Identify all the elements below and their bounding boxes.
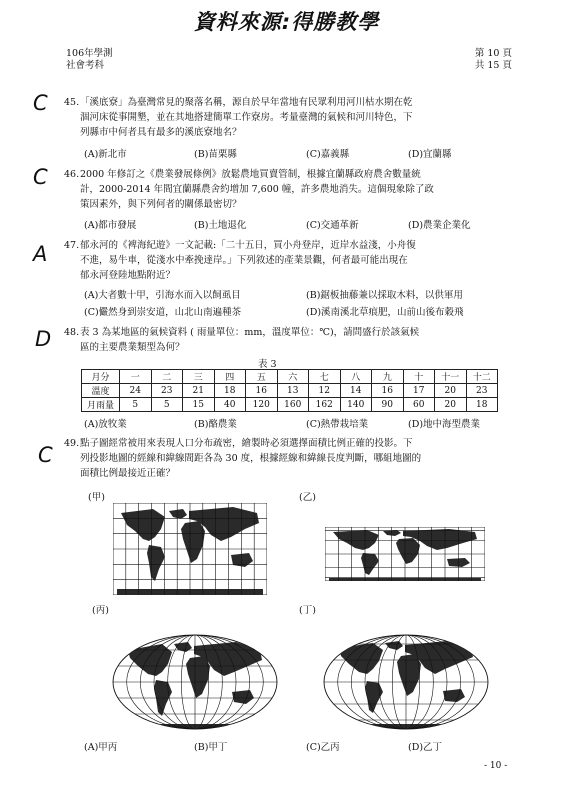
question-line: 點子圖經常被用來表現人口分布疏密，繪製時必須選擇面積比例正確的投影。下 <box>80 438 413 449</box>
handwritten-answer-46: C <box>33 165 48 189</box>
source-banner: 資料來源:得勝教學 <box>193 10 380 34</box>
question-47 <box>64 238 532 283</box>
page-indicator: 第 10 頁 <box>474 48 512 59</box>
question-48 <box>64 325 532 355</box>
question-line: 郁永河的《裨海紀遊》一文記載:「二十五日，買小舟登岸，近岸水益淺，小舟復 <box>80 240 416 251</box>
option-b[interactable]: (B)苗栗縣 <box>194 149 237 160</box>
question-line: 計，2000-2014 年間宜蘭縣農舍約增加 7,600 幢，許多農地消失。這個現象除了政 <box>80 184 434 195</box>
question-number: 45. <box>64 97 80 108</box>
question-46 <box>64 167 532 212</box>
question-number: 48. <box>64 327 80 338</box>
table-cell: 八 <box>340 370 372 384</box>
map-label-jia: (甲) <box>88 492 105 503</box>
handwritten-answer-45: C <box>33 91 48 115</box>
option-c[interactable]: (C)乙丙 <box>306 742 340 753</box>
table-cell: 23 <box>151 384 183 398</box>
options-46 <box>84 219 524 233</box>
table-cell: 5 <box>120 398 152 412</box>
table-cell: 六 <box>277 370 309 384</box>
table-row <box>82 384 498 398</box>
table-cell: 5 <box>151 398 183 412</box>
table-cell: 17 <box>403 384 435 398</box>
world-map-jia <box>113 503 267 595</box>
handwritten-answer-48: D <box>35 327 52 351</box>
option-d[interactable]: (D)溪南溪北草痕肥，山前山後布穀飛 <box>306 307 464 318</box>
climate-table <box>81 369 498 412</box>
option-a[interactable]: (A)放牧業 <box>84 419 127 430</box>
option-c[interactable]: (C)熱帶栽培業 <box>306 419 369 430</box>
table-cell: 十二 <box>466 370 498 384</box>
question-line: 郁永河登陸地點附近？ <box>80 270 176 281</box>
table-cell: 四 <box>214 370 246 384</box>
table-cell: 40 <box>214 398 246 412</box>
option-a[interactable]: (A)甲丙 <box>84 742 118 753</box>
question-number: 46. <box>64 169 80 180</box>
question-line: 列投影地圖的經線和緯線間距各為 30 度，根據經線和緯線長度判斷，哪組地圖的 <box>80 453 422 464</box>
table-cell: 12 <box>309 384 341 398</box>
table-header-row <box>82 370 498 384</box>
option-c[interactable]: (C)交通革新 <box>306 220 359 231</box>
exam-subject: 社會考科 <box>66 60 105 71</box>
table-cell: 140 <box>340 398 372 412</box>
table-cell: 18 <box>466 398 498 412</box>
option-b[interactable]: (B)鋸板抽藤兼以採取木料，以供軍用 <box>306 290 463 301</box>
question-number: 47. <box>64 240 80 251</box>
table-cell: 120 <box>246 398 278 412</box>
table-cell: 二 <box>151 370 183 384</box>
header-left <box>66 48 113 72</box>
page-number: - 10 - <box>484 761 508 771</box>
table-cell: 月分 <box>82 370 120 384</box>
options-45 <box>84 148 524 162</box>
question-line: 2000 年修訂之《農業發展條例》放鬆農地買賣管制，根據宜蘭縣政府農舍數量統 <box>80 169 421 180</box>
table-cell: 一 <box>120 370 152 384</box>
option-c[interactable]: (C)儼然身到崇安道，山北山南遍種茶 <box>84 307 242 318</box>
table-cell: 十 <box>403 370 435 384</box>
header-right <box>466 48 512 72</box>
map-label-bing: (丙) <box>92 605 109 616</box>
exam-year: 106年學測 <box>66 48 113 59</box>
table-cell: 溫度 <box>82 384 120 398</box>
table-cell: 20 <box>435 398 467 412</box>
option-d[interactable]: (D)乙丁 <box>408 742 443 753</box>
option-a[interactable]: (A)新北市 <box>84 149 127 160</box>
table-cell: 九 <box>372 370 404 384</box>
table-cell: 60 <box>403 398 435 412</box>
table-cell: 23 <box>466 384 498 398</box>
table-caption: 表 3 <box>258 359 277 370</box>
table-cell: 三 <box>183 370 215 384</box>
options-48 <box>84 418 524 432</box>
table-cell: 16 <box>246 384 278 398</box>
option-d[interactable]: (D)地中海型農業 <box>408 419 481 430</box>
question-line: 策因素外，與下列何者的關係最密切？ <box>80 199 242 210</box>
option-d[interactable]: (D)農業企業化 <box>408 220 471 231</box>
map-label-ding: (丁) <box>299 605 316 616</box>
table-cell: 160 <box>277 398 309 412</box>
question-49 <box>64 436 532 481</box>
question-line: 不進，易牛車，從淺水中牽挽達岸。」下列敘述的產業景觀，何者最可能出現在 <box>80 255 408 266</box>
table-cell: 十一 <box>435 370 467 384</box>
option-c[interactable]: (C)嘉義縣 <box>306 149 350 160</box>
question-line: 「溪底寮」為臺灣常見的聚落名稱，源自於早年當地有民眾利用河川枯水期在乾 <box>80 97 413 108</box>
option-b[interactable]: (B)酪農業 <box>194 419 237 430</box>
map-label-yi: (乙) <box>299 492 316 503</box>
handwritten-answer-49: C <box>38 443 53 467</box>
table-cell: 90 <box>372 398 404 412</box>
table-cell: 162 <box>309 398 341 412</box>
world-map-bing <box>112 634 278 730</box>
question-line: 涸河床從事開墾，並在其地搭建簡單工作寮房。考量臺灣的氣候和河川特色，下 <box>80 112 413 123</box>
world-map-yi <box>325 527 485 581</box>
table-cell: 月雨量 <box>82 398 120 412</box>
question-line: 列縣市中何者具有最多的溪底寮地名？ <box>80 127 242 138</box>
table-cell: 14 <box>340 384 372 398</box>
question-45 <box>64 95 532 140</box>
option-b[interactable]: (B)土地退化 <box>194 220 247 231</box>
option-d[interactable]: (D)宜蘭縣 <box>408 149 452 160</box>
options-49 <box>84 741 524 755</box>
table-cell: 16 <box>372 384 404 398</box>
table-cell: 21 <box>183 384 215 398</box>
handwritten-answer-47: A <box>33 242 48 266</box>
question-line: 表 3 為某地區的氣候資料 ( 雨量單位：mm，溫度單位：℃)，請問盛行於該氣候 <box>80 327 420 338</box>
option-a[interactable]: (A)大者數十甲，引海水而入以飼虱目 <box>84 290 241 301</box>
option-b[interactable]: (B)甲丁 <box>194 742 228 753</box>
table-cell: 20 <box>435 384 467 398</box>
question-line: 區的主要農業類型為何？ <box>80 342 185 353</box>
world-map-ding <box>323 634 489 730</box>
question-line: 面積比例最接近正確？ <box>80 468 176 479</box>
options-47 <box>84 289 524 321</box>
table-cell: 18 <box>214 384 246 398</box>
question-number: 49. <box>64 438 80 449</box>
option-a[interactable]: (A)都市發展 <box>84 220 137 231</box>
table-cell: 15 <box>183 398 215 412</box>
table-cell: 13 <box>277 384 309 398</box>
page-total: 共 15 頁 <box>474 60 512 71</box>
table-cell: 24 <box>120 384 152 398</box>
table-cell: 七 <box>309 370 341 384</box>
table-cell: 五 <box>246 370 278 384</box>
table-row <box>82 398 498 412</box>
